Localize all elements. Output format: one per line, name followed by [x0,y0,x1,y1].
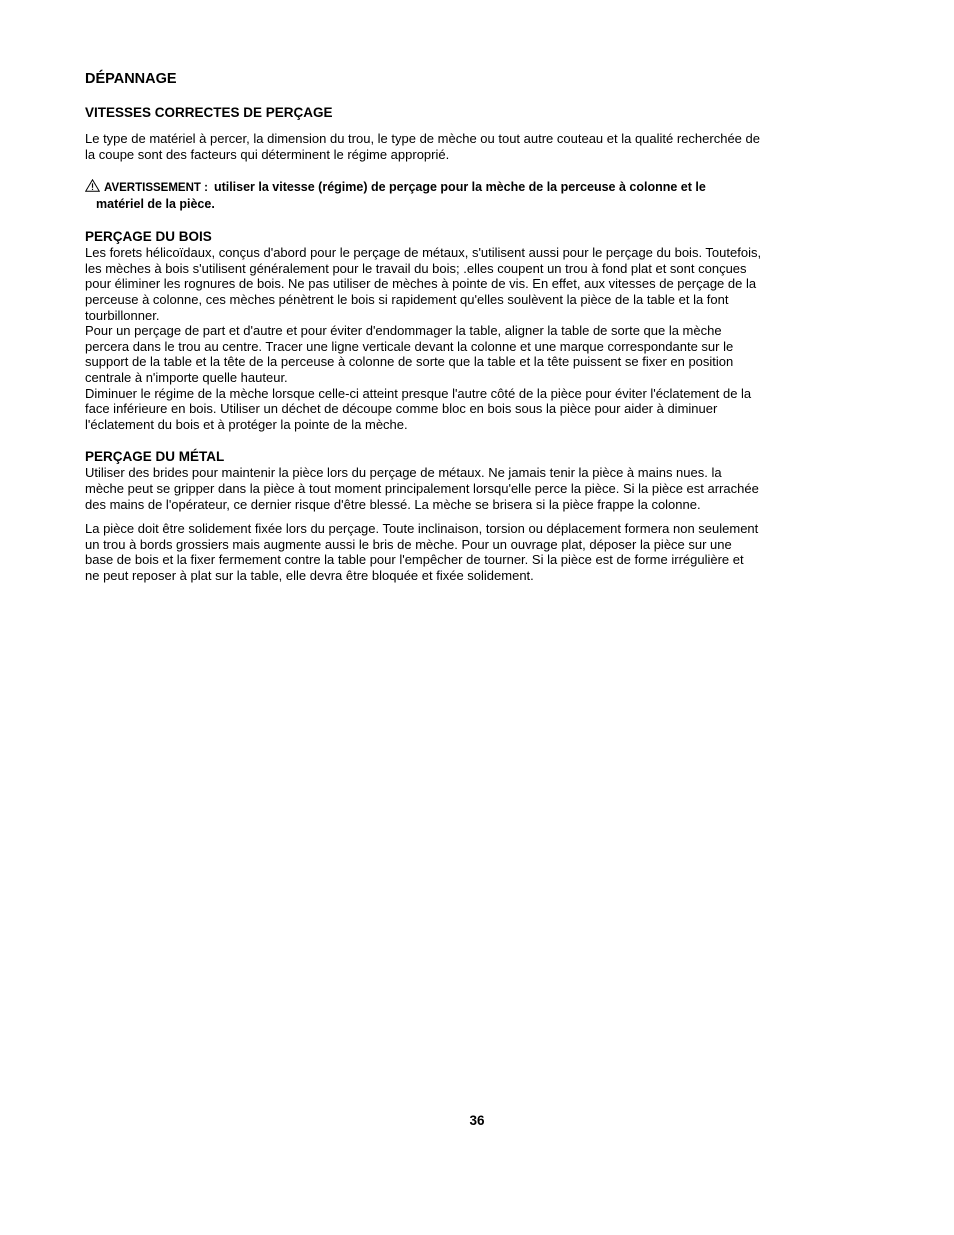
page-number: 36 [469,1113,485,1128]
section-wood [85,229,833,432]
speeds-line: la coupe sont des facteurs qui déterminent le régime approprié. [85,146,450,162]
warning-block [85,179,833,212]
metal-line: base de bois et la fixer fermement contre la table pour l'empêcher de tourner. Si la pièce est de forme irrégulière et [85,552,744,568]
wood-line: pour éliminer les rognures de bois. Ne pas utiliser de mèches à pointe de vis. En effet, aux vitesses de perçage de la [85,276,757,292]
metal-line: La pièce doit être solidement fixée lors du perçage. Toute inclinaison, torsion ou déplacement formera non seulement [85,521,759,537]
metal-paragraph-2 [85,521,833,583]
metal-line: des mains de l'opérateur, ce dernier risque d'être blessé. La mèche se brisera si la pièce frappe la colonne. [85,496,701,512]
page-title: DÉPANNAGE [85,71,177,87]
warning-label: AVERTISSEMENT : [104,182,208,195]
section-title-wood: PERÇAGE DU BOIS [85,229,212,245]
wood-line: l'éclatement du bois et à protéger la pointe de la mèche. [85,416,408,432]
wood-line: Pour un perçage de part et d'autre et pour éviter d'endommager la table, aligner la table de sorte que la mèche [85,323,722,339]
wood-paragraph [85,245,833,432]
section-title-metal: PERÇAGE DU MÉTAL [85,449,225,465]
metal-line: un trou à bords grossiers mais augmente aussi le bris de mèche. Pour un ouvrage plat, déposer la pièce sur une [85,536,732,552]
metal-line: mèche peut se gripper dans la pièce à tout moment principalement lorsqu'elle perce la pièce. Si la pièce est arrachée [85,480,759,496]
speeds-line: Le type de matériel à percer, la dimension du trou, le type de mèche ou tout autre couteau et la qualité recherchée de [85,131,760,146]
warning-text: utiliser la vitesse (régime) de perçage pour la mèche de la perceuse à colonne et le [213,180,706,195]
warning-text: matériel de la pièce. [96,196,215,211]
wood-line: Les forets hélicoïdaux, conçus d'abord pour le perçage de métaux, s'utilisent aussi pour le perçage du bois. Toutefois, [85,245,762,261]
wood-line: perceuse à colonne, ces mèches pénètrent le bois si rapidement qu'elles soulèvent la pièce de la table et la font [85,291,729,307]
wood-line: percera dans le trou au centre. Tracer une ligne verticale devant la colonne et une marque correspondante sur le [85,338,734,354]
wood-line: Diminuer le régime de la mèche lorsque celle-ci atteint presque l'autre côté de la pièce pour éviter l'éclatement de la [85,385,752,401]
wood-line: support de la table et la tête de la perceuse à colonne de sorte que la table et la tête puissent se fixer en position [85,354,734,370]
metal-line: Utiliser des brides pour maintenir la pièce lors du perçage de métaux. Ne jamais tenir la pièce à mains nues. la [85,465,722,481]
warning-triangle-icon [85,179,100,192]
section-speeds [85,105,833,162]
section-metal [85,449,833,583]
wood-line: face inférieure en bois. Utiliser un déchet de découpe comme bloc en bois sous la pièce pour aider à diminuer [85,401,718,417]
section-title-speeds: VITESSES CORRECTES DE PERÇAGE [85,105,333,120]
speeds-paragraph [85,131,833,162]
metal-paragraph-1 [85,465,833,512]
wood-line: centrale à n'importe quelle hauteur. [85,369,288,385]
wood-line: les mèches à bois s'utilisent généralement pour le travail du bois; .elles coupent un trou à fond plat et sont conçues [85,260,747,276]
document-page [85,70,833,583]
metal-line: ne peut reposer à plat sur la table, elle devra être bloquée et fixée solidement. [85,567,534,583]
wood-line: tourbillonner. [85,307,160,323]
